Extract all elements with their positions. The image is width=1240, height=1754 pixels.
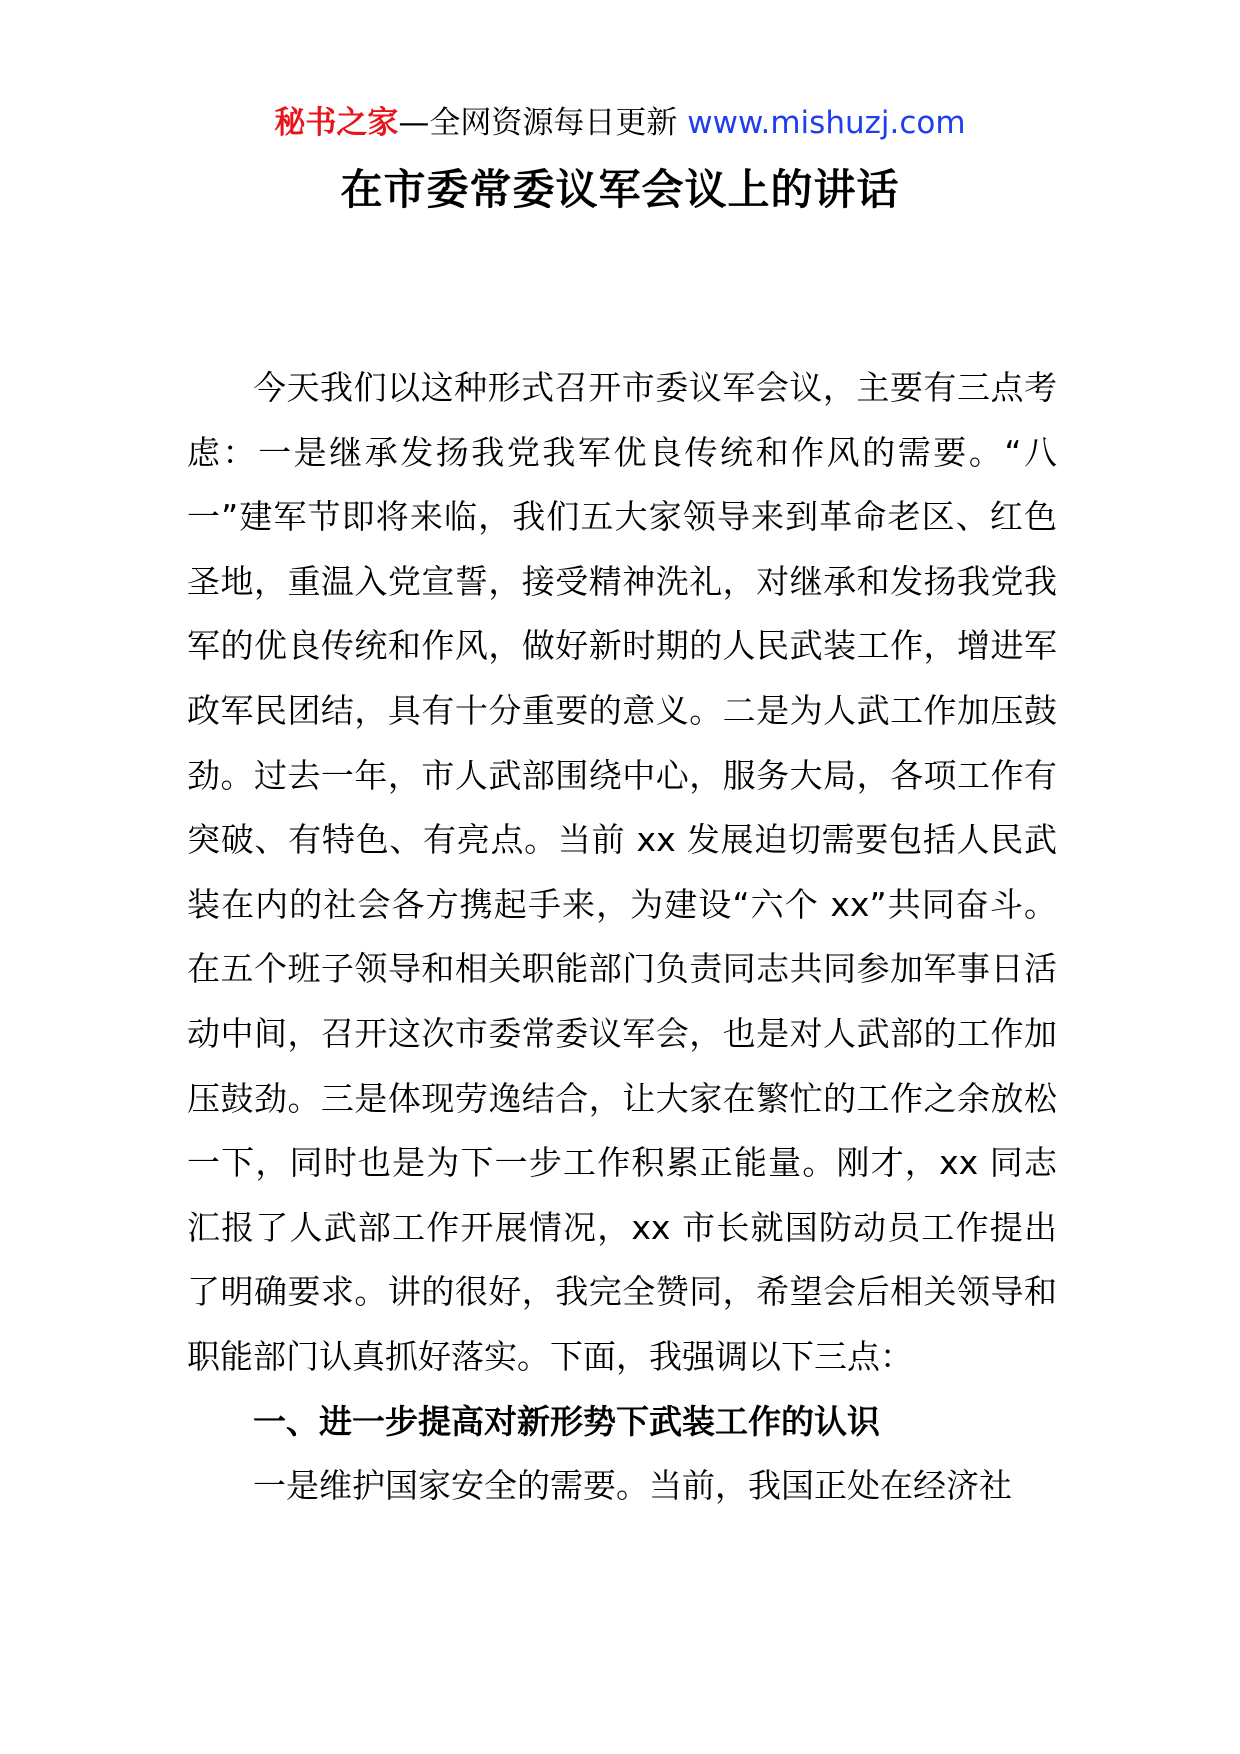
site-slogan: —全网资源每日更新 <box>398 105 678 141</box>
document-body <box>187 356 1057 1519</box>
site-header <box>0 100 1240 146</box>
section-heading: 一、进一步提高对新形势下武装工作的认识 <box>253 1401 880 1441</box>
body-paragraph: 一是维护国家安全的需要。当前，我国正处在经济社 <box>253 1466 1012 1506</box>
document-title: 在市委常委议军会议上的讲话 <box>340 165 900 214</box>
site-url-link[interactable]: www.mishuzj.com <box>687 105 966 141</box>
body-paragraph: 今天我们以这种形式召开市委议军会议，主要有三点考虑：一是继承发扬我党我军优良传统和作风的需要。“八一”建军节即将来临，我们五大家领导来到革命老区、红色圣地，重温入党宣誓，接受精神洗礼，对继承和发扬我党我军的优良传统和作风，做好新时期的人民武装工作，增进军政军民团结，具有十分重要的意义。二是为人武工作加压鼓劲。过去一年，市人武部围绕中心，服务大局，各项工作有突破、有特色、有亮点。当前 xx 发展迫切需要包括人民武装在内的社会各方携起手来，为建设“六个 xx”共同奋斗。在五个班子领导和相关职能部门负责同志共同参加军事日活动中间，召开这次市委常委议军会，也是对人武部的工作加压鼓劲。三是体现劳逸结合，让大家在繁忙的工作之余放松一下，同时也是为下一步工作积累正能量。刚才，xx 同志汇报了人武部工作开展情况，xx 市长就国防动员工作提出了明确要求。讲的很好，我完全赞同，希望会后相关领导和职能部门认真抓好落实。下面，我强调以下三点： <box>187 368 1057 1376</box>
site-brand: 秘书之家 <box>274 105 399 141</box>
